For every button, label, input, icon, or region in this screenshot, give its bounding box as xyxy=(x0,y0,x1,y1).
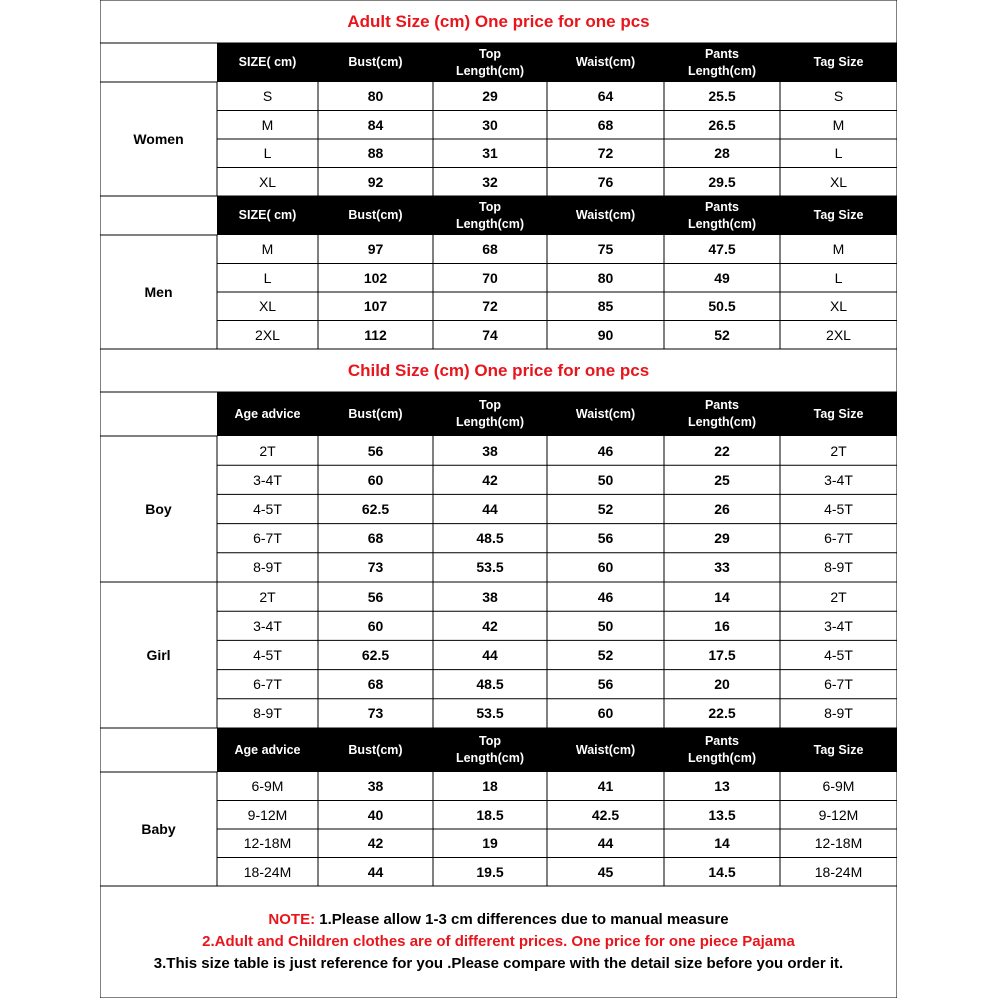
column-header: Bust(cm) xyxy=(318,196,433,235)
table-cell: 18-24M xyxy=(814,863,863,880)
table-row xyxy=(100,235,897,264)
column-header: SIZE( cm) xyxy=(217,43,318,82)
table-cell: 12-18M xyxy=(243,835,292,852)
column-header: Tag Size xyxy=(780,196,897,235)
table-cell: 62.5 xyxy=(361,646,390,663)
table-cell: 88 xyxy=(367,145,384,162)
table-cell: 56 xyxy=(597,530,614,547)
table-cell: 47.5 xyxy=(708,241,736,258)
table-cell: 3-4T xyxy=(253,471,282,488)
group-label-women: Women xyxy=(133,131,184,147)
table-cell: 6-9M xyxy=(822,778,855,795)
column-header: Top Length(cm) xyxy=(433,43,547,82)
table-cell: 18 xyxy=(482,778,498,795)
table-cell: 2XL xyxy=(255,326,280,343)
table-row xyxy=(100,670,897,699)
table-cell: L xyxy=(834,269,843,286)
table-cell: 42 xyxy=(367,835,384,852)
column-header: Pants Length(cm) xyxy=(664,728,780,772)
table-cell: 52 xyxy=(714,326,730,343)
table-header-row xyxy=(100,392,897,436)
table-cell: 25.5 xyxy=(708,88,736,105)
table-cell: 14.5 xyxy=(708,863,736,880)
table-cell: 38 xyxy=(482,588,498,605)
table-cell: 42.5 xyxy=(591,806,620,823)
note-line-3: 3.This size table is just reference for you .Please compare with the detail size before you order it. xyxy=(153,955,844,972)
note-line-2: 2.Adult and Children clothes are of different prices. One price for one piece Pajama xyxy=(202,933,795,950)
table-cell: 18.5 xyxy=(476,806,504,823)
table-cell: 60 xyxy=(367,617,384,634)
column-header: Bust(cm) xyxy=(318,728,433,772)
table-cell: 8-9T xyxy=(824,559,853,576)
table-row xyxy=(100,772,897,801)
table-cell: 70 xyxy=(482,269,498,286)
size-chart xyxy=(100,0,897,998)
table-cell: 20 xyxy=(714,676,730,693)
table-cell: 6-7T xyxy=(824,530,853,547)
table-cell: 26.5 xyxy=(708,116,736,133)
table-cell: 28 xyxy=(714,145,730,162)
table-row xyxy=(100,82,897,111)
table-cell: 72 xyxy=(597,145,614,162)
table-row xyxy=(100,139,897,168)
table-cell: 30 xyxy=(482,116,498,133)
table-cell: 48.5 xyxy=(476,676,504,693)
table-cell: 4-5T xyxy=(824,646,853,663)
child-size-title: Child Size (cm) One price for one pcs xyxy=(347,360,650,380)
table-cell: 38 xyxy=(367,778,384,795)
table-cell: 29 xyxy=(714,530,730,547)
table-cell: 73 xyxy=(367,705,384,722)
column-header: Bust(cm) xyxy=(318,43,433,82)
table-cell: 102 xyxy=(363,269,388,286)
table-cell: 68 xyxy=(482,241,498,258)
table-cell: 14 xyxy=(714,835,730,852)
table-cell: 3-4T xyxy=(824,617,853,634)
column-header: Age advice xyxy=(217,728,318,772)
table-cell: 53.5 xyxy=(476,705,504,722)
table-cell: 50.5 xyxy=(708,298,736,315)
table-row xyxy=(100,829,897,858)
table-cell: 90 xyxy=(597,326,614,343)
table-cell: 26 xyxy=(714,500,730,517)
column-header: Top Length(cm) xyxy=(433,728,547,772)
table-cell: 31 xyxy=(482,145,498,162)
table-cell: 14 xyxy=(714,588,730,605)
table-row xyxy=(100,801,897,830)
table-cell: 19 xyxy=(482,835,498,852)
adult-size-title: Adult Size (cm) One price for one pcs xyxy=(347,11,650,31)
table-cell: 56 xyxy=(367,588,384,605)
table-cell: 9-12M xyxy=(818,806,859,823)
table-cell: M xyxy=(832,241,845,258)
table-cell: 46 xyxy=(597,442,614,459)
table-cell: 60 xyxy=(597,705,614,722)
table-cell: XL xyxy=(258,298,277,315)
table-cell: 52 xyxy=(597,646,614,663)
table-row xyxy=(100,699,897,728)
table-cell: 80 xyxy=(597,269,614,286)
table-cell: S xyxy=(833,88,844,105)
table-cell: 18-24M xyxy=(243,863,292,880)
column-header: SIZE( cm) xyxy=(217,196,318,235)
table-cell: 73 xyxy=(367,559,384,576)
table-row xyxy=(100,524,897,553)
table-cell: 52 xyxy=(597,500,614,517)
table-cell: 42 xyxy=(482,617,498,634)
table-cell: 44 xyxy=(482,500,498,517)
table-cell: 68 xyxy=(367,530,384,547)
table-row xyxy=(100,436,897,465)
table-cell: 50 xyxy=(597,471,614,488)
table-cell: 25 xyxy=(714,471,730,488)
table-cell: 45 xyxy=(597,863,614,880)
table-cell: 85 xyxy=(597,298,614,315)
table-cell: M xyxy=(832,116,845,133)
table-cell: 56 xyxy=(597,676,614,693)
table-cell: 68 xyxy=(367,676,384,693)
column-header: Top Length(cm) xyxy=(433,392,547,436)
table-cell: 13.5 xyxy=(708,806,736,823)
column-header: Top Length(cm) xyxy=(433,196,547,235)
table-cell: 6-9M xyxy=(251,778,284,795)
table-cell: 62.5 xyxy=(361,500,390,517)
table-cell: 48.5 xyxy=(476,530,504,547)
column-header: Waist(cm) xyxy=(547,728,664,772)
table-row xyxy=(100,168,897,197)
table-cell: 44 xyxy=(367,863,384,880)
table-cell: 107 xyxy=(363,298,388,315)
table-cell: 112 xyxy=(364,326,387,343)
table-cell: 19.5 xyxy=(476,863,504,880)
table-cell: 6-7T xyxy=(253,676,282,693)
column-header: Waist(cm) xyxy=(547,392,664,436)
table-cell: 29.5 xyxy=(708,173,736,190)
table-cell: L xyxy=(834,145,843,162)
table-cell: XL xyxy=(829,298,848,315)
table-cell: 80 xyxy=(367,88,384,105)
table-cell: 74 xyxy=(482,326,498,343)
table-cell: 3-4T xyxy=(253,617,282,634)
group-label-girl: Girl xyxy=(146,647,171,663)
table-cell: 56 xyxy=(367,442,384,459)
table-cell: 8-9T xyxy=(253,559,282,576)
table-cell: 2T xyxy=(830,588,847,605)
table-cell: M xyxy=(261,116,274,133)
table-cell: 60 xyxy=(597,559,614,576)
table-cell: 2T xyxy=(259,442,276,459)
table-cell: 50 xyxy=(597,617,614,634)
table-cell: 8-9T xyxy=(824,705,853,722)
column-header: Pants Length(cm) xyxy=(664,43,780,82)
table-cell: L xyxy=(263,145,272,162)
table-cell: 29 xyxy=(482,88,498,105)
table-header-row xyxy=(100,728,897,772)
table-cell: 72 xyxy=(482,298,498,315)
group-label-men: Men xyxy=(144,284,173,300)
table-cell: 6-7T xyxy=(824,676,853,693)
table-row xyxy=(100,111,897,140)
table-cell: 40 xyxy=(367,806,384,823)
table-row xyxy=(100,264,897,293)
table-row xyxy=(100,321,897,350)
column-header: Waist(cm) xyxy=(547,196,664,235)
table-cell: 97 xyxy=(367,241,384,258)
table-cell: M xyxy=(261,241,274,258)
note-line-1 xyxy=(100,911,897,928)
table-cell: 6-7T xyxy=(253,530,282,547)
column-header: Tag Size xyxy=(780,43,897,82)
table-cell: 17.5 xyxy=(708,646,736,663)
table-cell: 16 xyxy=(714,617,730,634)
column-header: Age advice xyxy=(217,392,318,436)
table-cell: 84 xyxy=(367,116,384,133)
table-row xyxy=(100,553,897,582)
table-cell: 92 xyxy=(367,173,384,190)
table-row xyxy=(100,611,897,640)
table-cell: 9-12M xyxy=(247,806,288,823)
table-row xyxy=(100,465,897,494)
column-header: Pants Length(cm) xyxy=(664,196,780,235)
table-row xyxy=(100,640,897,669)
table-cell: 4-5T xyxy=(253,646,282,663)
table-cell: 53.5 xyxy=(476,559,504,576)
table-cell: 22.5 xyxy=(708,705,736,722)
table-row xyxy=(100,858,897,887)
table-cell: 32 xyxy=(482,173,498,190)
table-cell: XL xyxy=(258,173,277,190)
table-cell: 2XL xyxy=(826,326,851,343)
table-cell: 38 xyxy=(482,442,498,459)
table-cell: 64 xyxy=(597,88,614,105)
table-cell: 4-5T xyxy=(253,500,282,517)
table-cell: 76 xyxy=(597,173,614,190)
column-header: Pants Length(cm) xyxy=(664,392,780,436)
table-row xyxy=(100,494,897,523)
table-header-row xyxy=(100,43,897,82)
note-label: NOTE: xyxy=(268,911,316,928)
table-cell: 46 xyxy=(597,588,614,605)
table-cell: 8-9T xyxy=(253,705,282,722)
table-cell: 22 xyxy=(714,442,730,459)
table-cell: 75 xyxy=(597,241,614,258)
table-cell: 2T xyxy=(259,588,276,605)
column-header: Tag Size xyxy=(780,392,897,436)
group-label-boy: Boy xyxy=(145,501,172,517)
table-cell: 33 xyxy=(714,559,730,576)
note-line-1-text: 1.Please allow 1-3 cm differences due to manual measure xyxy=(315,911,729,928)
table-cell: L xyxy=(263,269,272,286)
table-cell: XL xyxy=(829,173,848,190)
table-cell: 4-5T xyxy=(824,500,853,517)
table-cell: 44 xyxy=(597,835,614,852)
table-cell: 12-18M xyxy=(814,835,863,852)
column-header: Waist(cm) xyxy=(547,43,664,82)
group-label-baby: Baby xyxy=(141,821,176,837)
column-header: Bust(cm) xyxy=(318,392,433,436)
table-header-row xyxy=(100,196,897,235)
table-cell: 42 xyxy=(482,471,498,488)
table-cell: 2T xyxy=(830,442,847,459)
column-header: Tag Size xyxy=(780,728,897,772)
table-cell: 41 xyxy=(597,778,614,795)
table-cell: 44 xyxy=(482,646,498,663)
table-cell: S xyxy=(262,88,273,105)
table-cell: 49 xyxy=(714,269,730,286)
table-row xyxy=(100,292,897,321)
table-cell: 3-4T xyxy=(824,471,853,488)
table-cell: 13 xyxy=(714,778,730,795)
table-cell: 68 xyxy=(597,116,614,133)
table-row xyxy=(100,582,897,611)
table-cell: 60 xyxy=(367,471,384,488)
